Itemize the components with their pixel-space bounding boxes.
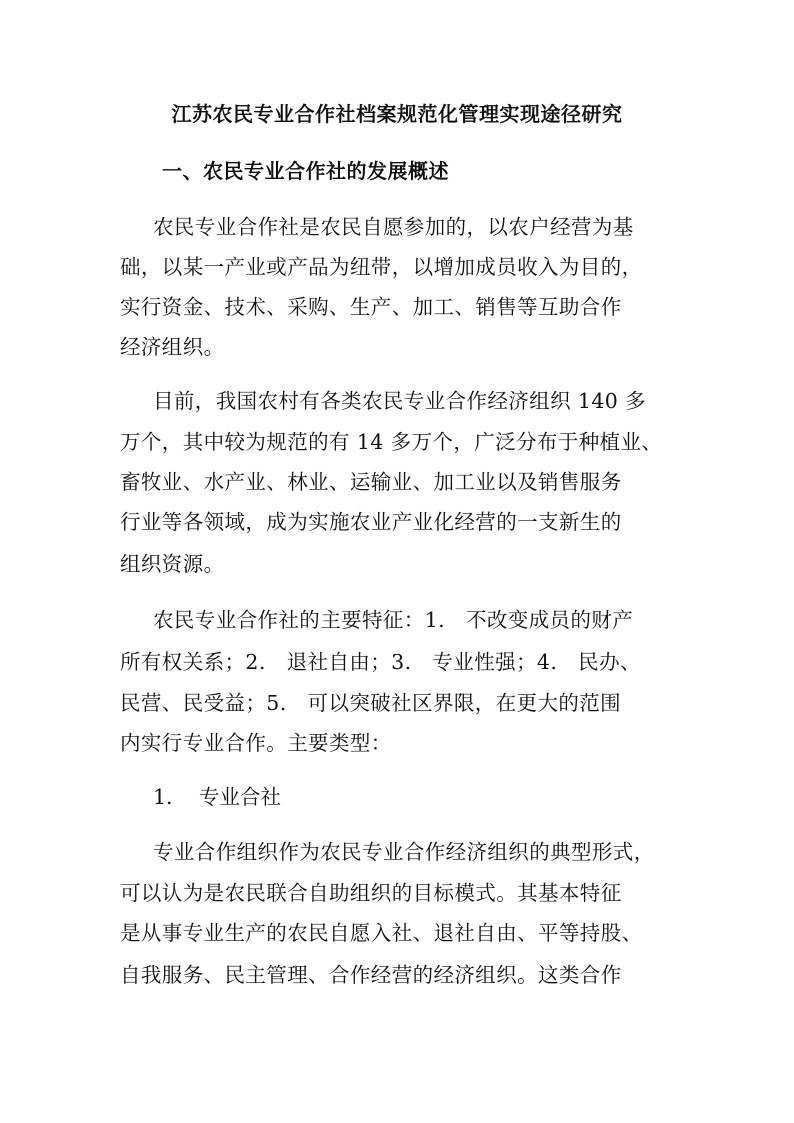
paragraph-line: 经济组织。: [120, 335, 225, 359]
paragraph-line: 自我服务、民主管理、合作经营的经济组织。这类合作: [120, 963, 622, 987]
subheading-text: 专业合社: [199, 785, 281, 809]
paragraph-line: 农民专业合作社的主要特征：1. 不改变成员的财产: [153, 608, 634, 632]
document-title: 江苏农民专业合作社档案规范化管理实现途径研究: [171, 102, 623, 126]
subheading: [153, 780, 281, 810]
paragraph-line: 万个，其中较为规范的有 14 多万个，广泛分布于种植业、: [120, 430, 663, 454]
paragraph-line: 组织资源。: [120, 552, 225, 576]
paragraph-line: 实行资金、技术、采购、生产、加工、销售等互助合作: [120, 295, 622, 319]
paragraph-line: 是从事专业生产的农民自愿入社、退社自由、平等持股、: [120, 921, 643, 945]
paragraph-line: 农民专业合作社是农民自愿参加的，以农户经营为基: [153, 215, 634, 239]
paragraph-line: 内实行专业合作。主要类型：: [120, 731, 392, 755]
paragraph-line: 目前，我国农村有各类农民专业合作经济组织 140 多: [153, 389, 647, 413]
paragraph-line: 畜牧业、水产业、林业、运输业、加工业以及销售服务: [120, 470, 622, 494]
subheading-number: 1.: [153, 785, 173, 809]
paragraph-line: 所有权关系；2. 退社自由；3. 专业性强；4. 民办、: [120, 650, 641, 674]
paragraph-line: 专业合作组织作为农民专业合作经济组织的典型形式，: [153, 840, 655, 864]
paragraph-line: 行业等各领域，成为实施农业产业化经营的一支新生的: [120, 510, 622, 534]
paragraph-line: 可以认为是农民联合自助组织的目标模式。其基本特征: [120, 881, 622, 905]
section-heading: 一、农民专业合作社的发展概述: [162, 159, 449, 183]
paragraph-line: 民营、民受益；5. 可以突破社区界限，在更大的范围: [120, 691, 622, 715]
paragraph-line: 础，以某一产业或产品为纽带，以增加成员收入为目的，: [120, 255, 643, 279]
